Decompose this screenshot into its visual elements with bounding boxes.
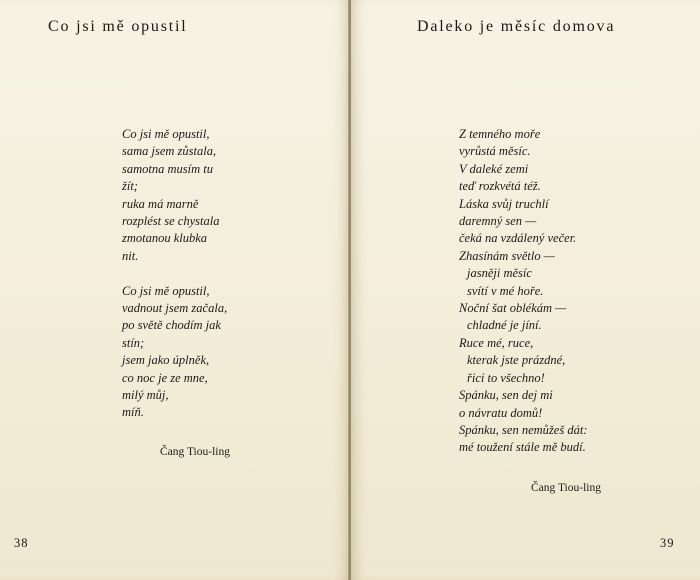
poem-line: vyrůstá měsíc.: [459, 144, 531, 159]
poem-line: Láska svůj truchlí: [459, 196, 549, 211]
right-page: [351, 0, 700, 580]
poem-line: stín;: [122, 335, 145, 350]
poem-author: Čang Tiou-ling: [531, 482, 601, 494]
poem-line: Co jsi mě opustil,: [122, 283, 210, 298]
poem-line: Noční šat oblékám —: [459, 301, 567, 316]
poem-line: teď rozkvétá též.: [459, 179, 541, 194]
poem-line: zmotanou klubka: [122, 231, 208, 246]
poem-title: Co jsi mě opustil: [48, 18, 188, 35]
poem-line: rozplést se chystala: [122, 214, 220, 229]
page-number: 38: [14, 536, 29, 550]
poem-line: řici to všechno!: [467, 370, 545, 385]
poem-line: o návratu domů!: [459, 405, 543, 420]
poem-line: jasněji měsíc: [467, 266, 532, 281]
poem-line: po světě chodím jak: [122, 318, 221, 333]
poem-line: daremný sen —: [459, 214, 537, 229]
poem-line: vadnout jsem začala,: [122, 301, 228, 316]
poem-line: Co jsi mě opustil,: [122, 127, 210, 141]
poem-line: mé toužení stále mě budí.: [459, 440, 586, 455]
poem-line: sama jsem zůstala,: [122, 144, 217, 159]
left-page: [0, 0, 349, 580]
poem-line: samotna musím tu: [122, 161, 213, 176]
stanza-break: [122, 265, 227, 282]
poem-line: ruka má marně: [122, 196, 199, 211]
poem-line: nit.: [122, 248, 139, 263]
poem-line: Spánku, sen nemůžeš dát:: [459, 422, 588, 437]
poem-line: Zhasínám světlo —: [459, 248, 555, 263]
poem-line: milý můj,: [122, 388, 169, 403]
poem-line: Z temného moře: [459, 127, 541, 141]
poem-line: svítí v mé hoře.: [467, 283, 544, 298]
poem-line: jsem jako úplněk,: [122, 353, 210, 368]
poem-line: kterak jste prázdné,: [467, 353, 566, 368]
poem-line: V daleké zemi: [459, 161, 529, 176]
poem-text: [459, 126, 587, 457]
poem-line: Spánku, sen dej mi: [459, 388, 553, 403]
poem-line: čeká na vzdálený večer.: [459, 231, 577, 246]
poem-line: žít;: [122, 179, 138, 194]
poem-text: [122, 126, 227, 422]
page-number: 39: [660, 536, 675, 550]
poem-line: chladné je jíní.: [467, 318, 542, 333]
poem-line: Ruce mé, ruce,: [459, 335, 534, 350]
poem-line: co noc je ze mne,: [122, 370, 208, 385]
poem-title: Daleko je měsíc domova: [417, 18, 616, 35]
poem-author: Čang Tiou-ling: [160, 446, 230, 458]
poem-line: míň.: [122, 405, 144, 420]
